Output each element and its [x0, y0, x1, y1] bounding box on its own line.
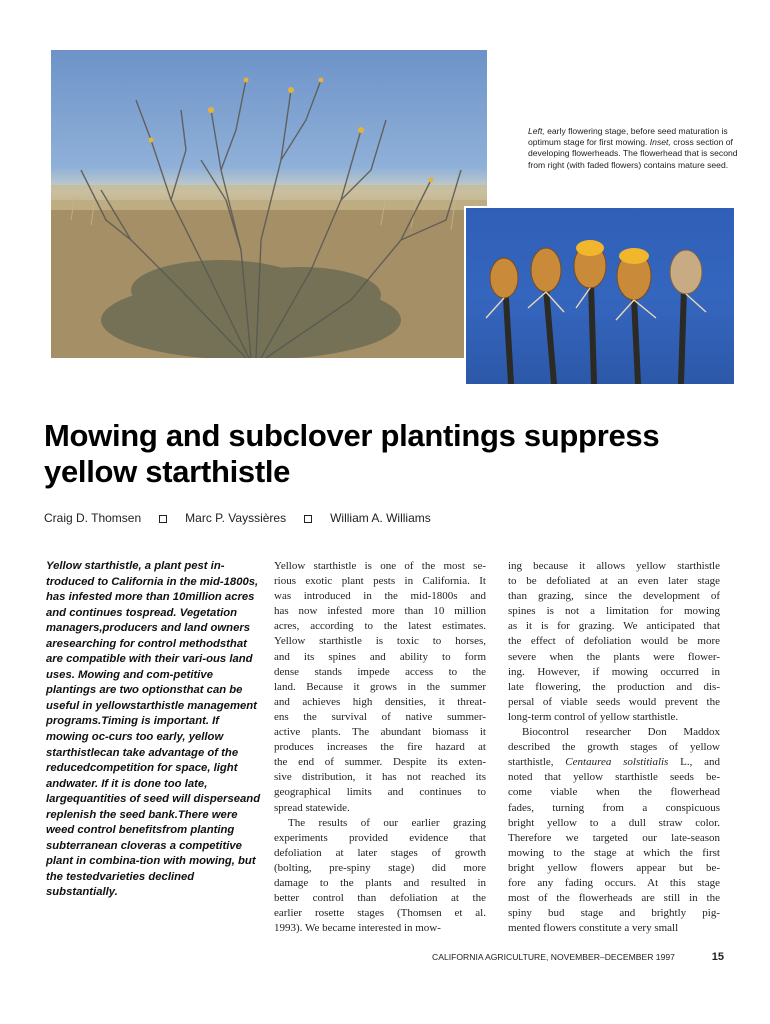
text-line: land. Because it grows in the summer	[274, 680, 486, 693]
text-line: late flowering, the production and dis-	[508, 680, 720, 693]
text-line: the effect of defoliation would be more	[508, 635, 720, 648]
text-line: and its spines and ability to form	[274, 650, 486, 663]
journal-name: CALIFORNIA AGRICULTURE, NOVEMBER–DECEMBER 1997	[432, 952, 675, 962]
text-line: experiments provided evidence that	[274, 831, 486, 844]
body-column-3	[508, 559, 720, 936]
text-line: competition for space, light and	[46, 762, 238, 790]
starthistle-field-illustration	[51, 50, 487, 358]
text-line: was introduced in the mid-1800s and	[274, 590, 486, 603]
caption-text-1: early flowering stage, before seed maturation is optimum stage for first mowing.	[528, 126, 728, 148]
text-line: severe when the plants were flower-	[508, 650, 720, 663]
text-line: curs too early, yellow starthistle	[46, 731, 224, 759]
text-line: spread statewide.	[274, 801, 350, 814]
text-line: spiny bud stage and brightly pig-	[508, 907, 720, 920]
article-title: Mowing and subclover plantings suppress yellow starthistle	[44, 418, 660, 489]
text-line: starthistle, Centaurea solstitialis L., and	[508, 756, 720, 769]
text-line: starthistle management programs.	[46, 699, 257, 728]
text-line: dense stands impede access to the	[274, 665, 486, 678]
text-line: earlier rosette stages (Thomsen et al.	[274, 907, 486, 920]
text-line: fades, turning from a conspicuous	[508, 801, 720, 814]
text-line: mented flowers constitute a very small	[508, 922, 679, 935]
text-line: mowing to the stage at which the first	[508, 846, 720, 859]
text-line: tion with mowing, but the tested	[46, 855, 256, 883]
text-line: troduced to California in the mid-	[46, 575, 224, 588]
page-footer	[432, 951, 724, 963]
article-abstract	[46, 559, 262, 901]
author-name: William A. Williams	[330, 511, 431, 525]
text-line: varieties declined substantially.	[46, 870, 195, 899]
text-line: and replenish the seed bank.	[46, 793, 261, 821]
text-line: Therefore we targeted our late-season	[508, 831, 720, 844]
photo-caption	[528, 126, 738, 171]
text-line: fore any fading occurs. At this stage	[508, 876, 720, 889]
text-line: noted that yellow starthistle seeds be-	[508, 771, 720, 784]
text-line: searching for control methods	[62, 637, 227, 650]
text-line: most of the flowerheads are still in the	[508, 892, 720, 905]
page-number: 15	[711, 951, 724, 963]
text-line: as a competitive plant in combina-	[46, 839, 242, 868]
text-line: sive distribution, it has not reached its	[274, 771, 486, 784]
author-separator-icon	[159, 515, 167, 523]
text-line: There were weed control benefits	[46, 808, 238, 837]
text-line: ous land uses. Mowing and com-	[46, 653, 253, 681]
text-line: as it is for grazing. We anticipated that	[508, 620, 720, 633]
text-line: spines is not a limitation for mowing	[508, 605, 720, 618]
text-line: defoliation at later stages of growth	[274, 846, 486, 859]
text-line: ing. However, if mowing occurred in	[508, 665, 720, 678]
author-list	[44, 511, 644, 525]
text-line: described the growth stages of yellow	[508, 741, 720, 754]
text-line: than grazing, since the development of	[508, 590, 720, 603]
text-line: Timing is important. If mowing oc-	[46, 715, 220, 744]
text-line: water. If it is done too late, large	[46, 777, 208, 806]
text-line: The results of our earlier grazing	[288, 816, 486, 829]
text-line: (bolting, pre-spiny stage) did more	[274, 861, 486, 874]
text-line: million acres and continues to	[46, 591, 255, 619]
text-line: spread. Vegetation managers,	[46, 606, 238, 635]
caption-text-2: cross section of developing flowerheads. The flowerhead that is second from right (with faded flowers) contains mature seed.	[528, 137, 738, 170]
text-line: ens the survival of native summer-	[274, 710, 486, 723]
starthistle-field-photo	[51, 50, 487, 358]
text-line: Yellow starthistle, a plant pest in-	[46, 560, 225, 572]
text-line: damage to the plants and resulted in	[274, 876, 486, 889]
text-line: the end of summer. Despite its exten-	[274, 756, 486, 769]
text-line: geographical limits and continues to	[274, 786, 486, 799]
text-line: quantities of seed will disperse	[73, 793, 241, 806]
text-line: petitive plantings are two options	[46, 668, 213, 697]
text-line: rious exotic plant pests in California. It	[274, 575, 486, 588]
text-line: 1993). We became interested in mow-	[274, 922, 441, 935]
text-line: Yellow starthistle is toxic to horses,	[274, 635, 486, 648]
text-line: come viable when the flowerhead	[508, 786, 720, 799]
author-separator-icon	[304, 515, 312, 523]
text-line: bright yellow to a dull straw color.	[508, 816, 720, 829]
text-line: that can be useful in yellow	[46, 684, 243, 712]
flowerhead-illustration	[466, 208, 734, 384]
text-line: from planting subterranean clover	[46, 824, 235, 852]
author-name: Marc P. Vayssières	[185, 511, 287, 525]
text-line: and achieves high densities, it threat-	[274, 695, 486, 708]
author-name: Craig D. Thomsen	[44, 511, 142, 525]
text-line: persal of viable seeds would prevent the	[508, 695, 720, 708]
body-column-2	[274, 559, 486, 936]
species-name: Centaurea solstitialis	[565, 756, 669, 769]
caption-left-label: Left,	[528, 126, 545, 136]
text-line: can take advantage of the reduced	[46, 746, 239, 775]
flowerhead-inset-photo	[464, 206, 734, 384]
text-line: Biocontrol researcher Don Maddox	[522, 726, 720, 739]
text-line: bright yellow flowers appear but be-	[508, 861, 720, 874]
text-line: acres, according to the latest estimates.	[274, 620, 486, 633]
text-line: producers and land owners are	[46, 622, 251, 650]
text-line: to be defoliated at an even later stage	[508, 575, 720, 588]
caption-inset-label: Inset,	[649, 137, 671, 148]
text-line: produces increases the fire hazard at	[274, 741, 486, 754]
text-line: active plants. The abundant biomass it	[274, 726, 486, 739]
text-line: long-term control of yellow starthistle.	[508, 710, 679, 723]
text-line: better control than defoliation at the	[274, 892, 486, 905]
text-line: ing because it allows yellow starthistle	[508, 560, 720, 572]
text-line: has now infested more than 10 million	[274, 605, 486, 618]
text-line: Yellow starthistle is one of the most se-	[274, 560, 486, 572]
text-line: that are compatible with their vari-	[46, 637, 247, 666]
text-line: 1800s, has infested more than 10	[46, 575, 259, 604]
